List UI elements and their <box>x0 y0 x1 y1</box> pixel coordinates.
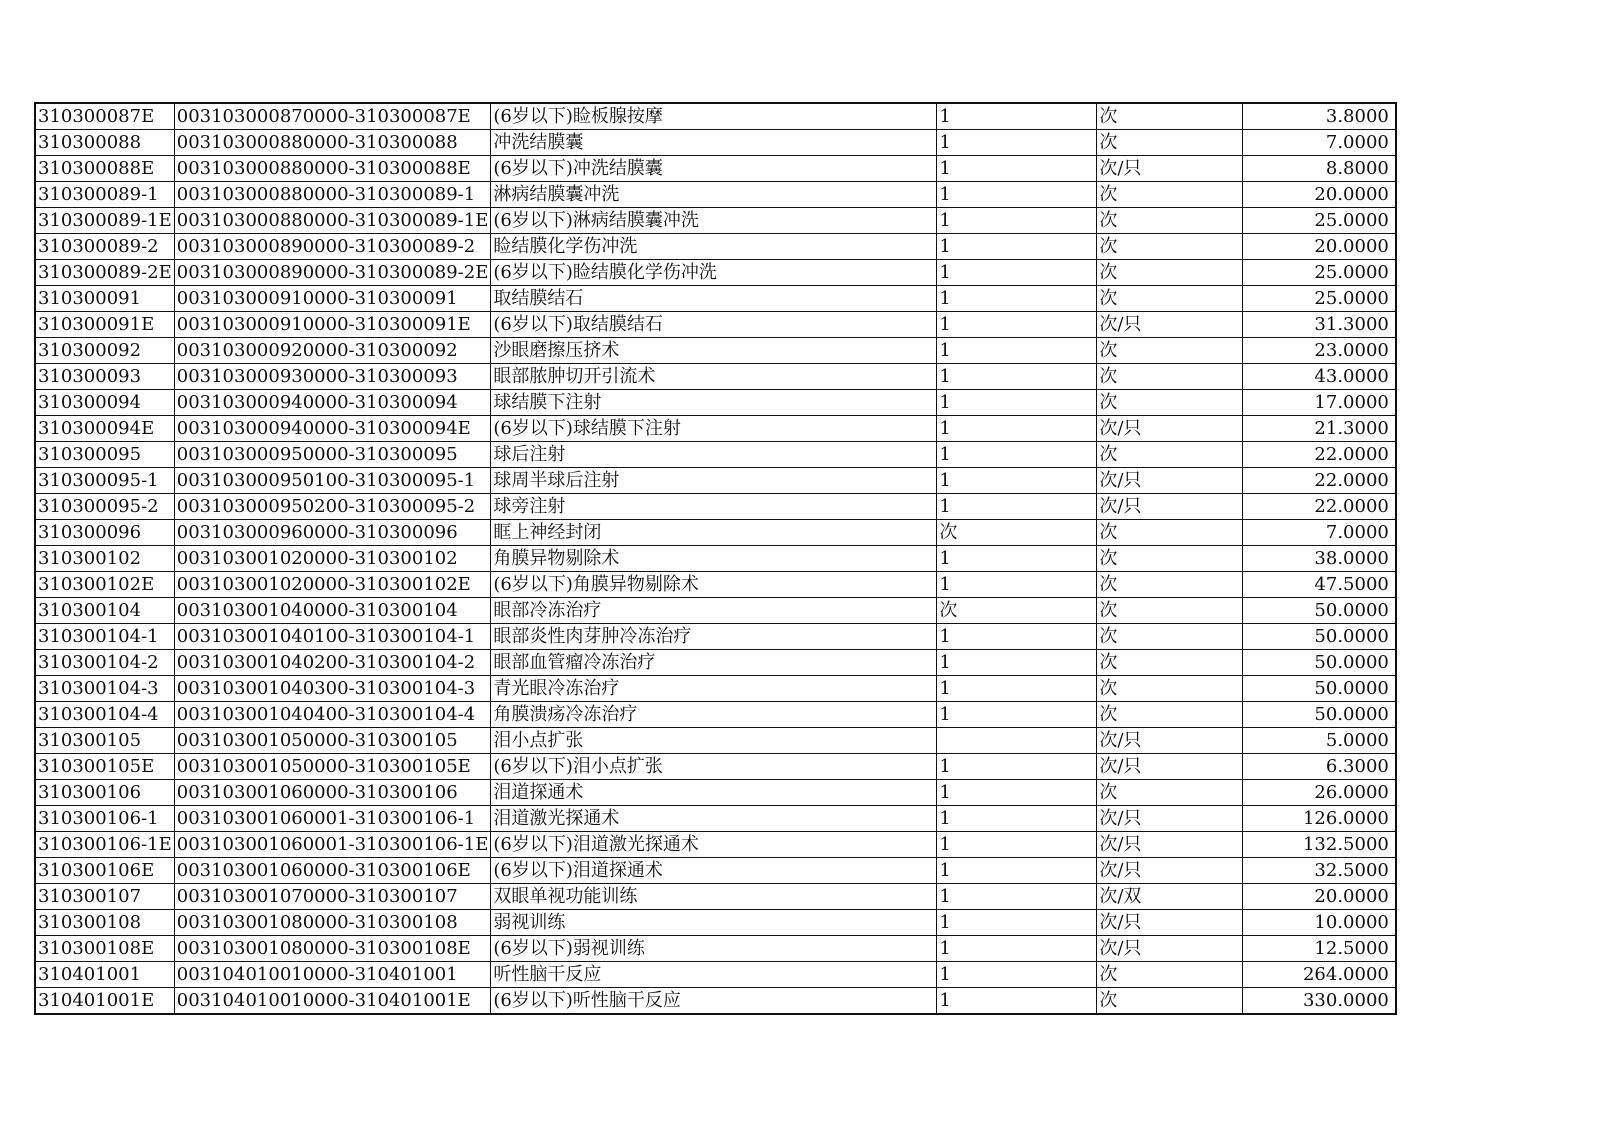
item-name-cell: (6岁以下)听性脑干反应 <box>491 988 937 1015</box>
price-cell: 43.0000 <box>1243 364 1396 390</box>
full-code-cell: 003103001080000-310300108 <box>174 910 491 936</box>
price-cell: 10.0000 <box>1243 910 1396 936</box>
table-row <box>35 130 1396 156</box>
unit-cell: 次 <box>1097 598 1243 624</box>
item-code-cell: 310300107 <box>35 884 174 910</box>
item-code-cell: 310300096 <box>35 520 174 546</box>
table-row <box>35 494 1396 520</box>
unit-cell: 次/只 <box>1097 416 1243 442</box>
unit-cell: 次/双 <box>1097 884 1243 910</box>
unit-cell: 次 <box>1097 572 1243 598</box>
full-code-cell: 003104010010000-310401001 <box>174 962 491 988</box>
table-row <box>35 208 1396 234</box>
item-name-cell: (6岁以下)睑结膜化学伤冲洗 <box>491 260 937 286</box>
price-cell: 25.0000 <box>1243 260 1396 286</box>
full-code-cell: 003103001040000-310300104 <box>174 598 491 624</box>
table-row <box>35 546 1396 572</box>
item-name-cell: (6岁以下)泪道激光探通术 <box>491 832 937 858</box>
full-code-cell: 003104010010000-310401001E <box>174 988 491 1015</box>
item-code-cell: 310300106-1E <box>35 832 174 858</box>
full-code-cell: 003103000880000-310300088 <box>174 130 491 156</box>
item-name-cell: 青光眼冷冻治疗 <box>491 676 937 702</box>
price-cell: 50.0000 <box>1243 676 1396 702</box>
full-code-cell: 003103001020000-310300102 <box>174 546 491 572</box>
price-cell: 7.0000 <box>1243 130 1396 156</box>
price-cell: 20.0000 <box>1243 884 1396 910</box>
unit-cell: 次/只 <box>1097 910 1243 936</box>
full-code-cell: 003103001040100-310300104-1 <box>174 624 491 650</box>
item-name-cell: 弱视训练 <box>491 910 937 936</box>
item-code-cell: 310300095 <box>35 442 174 468</box>
item-name-cell: 球旁注射 <box>491 494 937 520</box>
item-code-cell: 310300095-2 <box>35 494 174 520</box>
item-name-cell: (6岁以下)睑板腺按摩 <box>491 103 937 130</box>
item-code-cell: 310300104-2 <box>35 650 174 676</box>
table-row <box>35 234 1396 260</box>
item-code-cell: 310300091E <box>35 312 174 338</box>
table-row <box>35 988 1396 1015</box>
item-code-cell: 310300092 <box>35 338 174 364</box>
quantity-cell: 次 <box>937 520 1097 546</box>
quantity-cell: 1 <box>937 624 1097 650</box>
table-row <box>35 754 1396 780</box>
item-name-cell: 眼部血管瘤冷冻治疗 <box>491 650 937 676</box>
price-cell: 25.0000 <box>1243 286 1396 312</box>
full-code-cell: 003103000910000-310300091 <box>174 286 491 312</box>
quantity-cell: 1 <box>937 130 1097 156</box>
item-name-cell: 眼部冷冻治疗 <box>491 598 937 624</box>
item-code-cell: 310300087E <box>35 103 174 130</box>
item-code-cell: 310300094E <box>35 416 174 442</box>
full-code-cell: 003103001060001-310300106-1 <box>174 806 491 832</box>
quantity-cell: 1 <box>937 806 1097 832</box>
item-name-cell: 冲洗结膜囊 <box>491 130 937 156</box>
full-code-cell: 003103000930000-310300093 <box>174 364 491 390</box>
table-row <box>35 624 1396 650</box>
unit-cell: 次 <box>1097 208 1243 234</box>
item-code-cell: 310300106 <box>35 780 174 806</box>
quantity-cell: 1 <box>937 754 1097 780</box>
item-name-cell: 角膜溃疡冷冻治疗 <box>491 702 937 728</box>
unit-cell: 次/只 <box>1097 806 1243 832</box>
quantity-cell: 1 <box>937 650 1097 676</box>
quantity-cell: 1 <box>937 702 1097 728</box>
price-cell: 22.0000 <box>1243 468 1396 494</box>
price-cell: 132.5000 <box>1243 832 1396 858</box>
unit-cell: 次 <box>1097 103 1243 130</box>
item-code-cell: 310300106E <box>35 858 174 884</box>
price-cell: 38.0000 <box>1243 546 1396 572</box>
item-name-cell: 球结膜下注射 <box>491 390 937 416</box>
item-name-cell: (6岁以下)角膜异物剔除术 <box>491 572 937 598</box>
table-row <box>35 780 1396 806</box>
item-name-cell: 角膜异物剔除术 <box>491 546 937 572</box>
price-cell: 22.0000 <box>1243 494 1396 520</box>
unit-cell: 次 <box>1097 260 1243 286</box>
quantity-cell: 1 <box>937 208 1097 234</box>
item-name-cell: 淋病结膜囊冲洗 <box>491 182 937 208</box>
unit-cell: 次 <box>1097 442 1243 468</box>
full-code-cell: 003103001060001-310300106-1E <box>174 832 491 858</box>
full-code-cell: 003103001040300-310300104-3 <box>174 676 491 702</box>
unit-cell: 次/只 <box>1097 468 1243 494</box>
item-code-cell: 310300089-2 <box>35 234 174 260</box>
item-code-cell: 310300088E <box>35 156 174 182</box>
item-code-cell: 310300108E <box>35 936 174 962</box>
item-code-cell: 310300105 <box>35 728 174 754</box>
quantity-cell: 1 <box>937 286 1097 312</box>
table-row <box>35 364 1396 390</box>
item-name-cell: 眼部脓肿切开引流术 <box>491 364 937 390</box>
table-row <box>35 598 1396 624</box>
item-code-cell: 310300105E <box>35 754 174 780</box>
full-code-cell: 003103000950000-310300095 <box>174 442 491 468</box>
table-body <box>35 103 1396 1014</box>
unit-cell: 次 <box>1097 676 1243 702</box>
table-row <box>35 182 1396 208</box>
item-code-cell: 310300106-1 <box>35 806 174 832</box>
unit-cell: 次 <box>1097 338 1243 364</box>
table-row <box>35 650 1396 676</box>
unit-cell: 次 <box>1097 624 1243 650</box>
table-row <box>35 884 1396 910</box>
price-cell: 330.0000 <box>1243 988 1396 1015</box>
item-name-cell: 泪小点扩张 <box>491 728 937 754</box>
unit-cell: 次/只 <box>1097 494 1243 520</box>
item-name-cell: 取结膜结石 <box>491 286 937 312</box>
full-code-cell: 003103000880000-310300088E <box>174 156 491 182</box>
price-cell: 50.0000 <box>1243 702 1396 728</box>
price-cell: 22.0000 <box>1243 442 1396 468</box>
full-code-cell: 003103001060000-310300106 <box>174 780 491 806</box>
item-name-cell: (6岁以下)泪小点扩张 <box>491 754 937 780</box>
unit-cell: 次/只 <box>1097 936 1243 962</box>
item-code-cell: 310300102 <box>35 546 174 572</box>
price-cell: 25.0000 <box>1243 208 1396 234</box>
item-code-cell: 310300095-1 <box>35 468 174 494</box>
full-code-cell: 003103000870000-310300087E <box>174 103 491 130</box>
price-cell: 50.0000 <box>1243 624 1396 650</box>
price-cell: 20.0000 <box>1243 182 1396 208</box>
quantity-cell: 1 <box>937 312 1097 338</box>
item-code-cell: 310300104 <box>35 598 174 624</box>
price-cell: 32.5000 <box>1243 858 1396 884</box>
item-code-cell: 310300108 <box>35 910 174 936</box>
item-name-cell: (6岁以下)取结膜结石 <box>491 312 937 338</box>
table-row <box>35 442 1396 468</box>
table-row <box>35 103 1396 130</box>
unit-cell: 次 <box>1097 130 1243 156</box>
item-name-cell: (6岁以下)弱视训练 <box>491 936 937 962</box>
table-row <box>35 676 1396 702</box>
quantity-cell: 1 <box>937 364 1097 390</box>
full-code-cell: 003103000880000-310300089-1E <box>174 208 491 234</box>
item-name-cell: 睑结膜化学伤冲洗 <box>491 234 937 260</box>
item-code-cell: 310300091 <box>35 286 174 312</box>
item-name-cell: 听性脑干反应 <box>491 962 937 988</box>
unit-cell: 次 <box>1097 364 1243 390</box>
item-code-cell: 310300089-1 <box>35 182 174 208</box>
item-code-cell: 310401001E <box>35 988 174 1015</box>
quantity-cell: 1 <box>937 156 1097 182</box>
quantity-cell: 1 <box>937 676 1097 702</box>
item-name-cell: 球后注射 <box>491 442 937 468</box>
unit-cell: 次/只 <box>1097 832 1243 858</box>
item-code-cell: 310300104-3 <box>35 676 174 702</box>
price-cell: 50.0000 <box>1243 598 1396 624</box>
quantity-cell: 1 <box>937 832 1097 858</box>
unit-cell: 次/只 <box>1097 728 1243 754</box>
unit-cell: 次/只 <box>1097 156 1243 182</box>
quantity-cell: 1 <box>937 390 1097 416</box>
full-code-cell: 003103001040400-310300104-4 <box>174 702 491 728</box>
quantity-cell: 1 <box>937 103 1097 130</box>
full-code-cell: 003103000960000-310300096 <box>174 520 491 546</box>
item-code-cell: 310300089-1E <box>35 208 174 234</box>
table-row <box>35 338 1396 364</box>
unit-cell: 次 <box>1097 780 1243 806</box>
unit-cell: 次 <box>1097 286 1243 312</box>
full-code-cell: 003103000910000-310300091E <box>174 312 491 338</box>
full-code-cell: 003103001080000-310300108E <box>174 936 491 962</box>
price-cell: 26.0000 <box>1243 780 1396 806</box>
full-code-cell: 003103000880000-310300089-1 <box>174 182 491 208</box>
price-cell: 12.5000 <box>1243 936 1396 962</box>
full-code-cell: 003103000940000-310300094 <box>174 390 491 416</box>
quantity-cell: 1 <box>937 572 1097 598</box>
table-row <box>35 936 1396 962</box>
table-row <box>35 468 1396 494</box>
price-table <box>34 102 1397 1015</box>
unit-cell: 次 <box>1097 234 1243 260</box>
table-row <box>35 832 1396 858</box>
item-code-cell: 310401001 <box>35 962 174 988</box>
full-code-cell: 003103000890000-310300089-2E <box>174 260 491 286</box>
quantity-cell: 1 <box>937 234 1097 260</box>
quantity-cell: 1 <box>937 780 1097 806</box>
quantity-cell: 1 <box>937 416 1097 442</box>
unit-cell: 次 <box>1097 182 1243 208</box>
full-code-cell: 003103001050000-310300105E <box>174 754 491 780</box>
full-code-cell: 003103001060000-310300106E <box>174 858 491 884</box>
quantity-cell: 1 <box>937 936 1097 962</box>
price-cell: 21.3000 <box>1243 416 1396 442</box>
quantity-cell: 1 <box>937 260 1097 286</box>
item-name-cell: (6岁以下)淋病结膜囊冲洗 <box>491 208 937 234</box>
unit-cell: 次 <box>1097 962 1243 988</box>
table-row <box>35 260 1396 286</box>
price-cell: 6.3000 <box>1243 754 1396 780</box>
item-name-cell: 泪道激光探通术 <box>491 806 937 832</box>
quantity-cell: 1 <box>937 962 1097 988</box>
item-code-cell: 310300093 <box>35 364 174 390</box>
item-name-cell: 球周半球后注射 <box>491 468 937 494</box>
unit-cell: 次 <box>1097 390 1243 416</box>
price-cell: 20.0000 <box>1243 234 1396 260</box>
quantity-cell: 1 <box>937 910 1097 936</box>
price-cell: 5.0000 <box>1243 728 1396 754</box>
item-code-cell: 310300102E <box>35 572 174 598</box>
item-name-cell: (6岁以下)球结膜下注射 <box>491 416 937 442</box>
quantity-cell: 1 <box>937 338 1097 364</box>
quantity-cell: 1 <box>937 468 1097 494</box>
table-row <box>35 962 1396 988</box>
table-row <box>35 858 1396 884</box>
item-code-cell: 310300094 <box>35 390 174 416</box>
price-cell: 23.0000 <box>1243 338 1396 364</box>
table-row <box>35 520 1396 546</box>
table-row <box>35 910 1396 936</box>
item-name-cell: 眶上神经封闭 <box>491 520 937 546</box>
price-cell: 8.8000 <box>1243 156 1396 182</box>
unit-cell: 次/只 <box>1097 754 1243 780</box>
item-code-cell: 310300088 <box>35 130 174 156</box>
price-cell: 31.3000 <box>1243 312 1396 338</box>
quantity-cell <box>937 728 1097 754</box>
item-name-cell: 沙眼磨擦压挤术 <box>491 338 937 364</box>
price-cell: 264.0000 <box>1243 962 1396 988</box>
table-row <box>35 390 1396 416</box>
full-code-cell: 003103000950100-310300095-1 <box>174 468 491 494</box>
table-row <box>35 806 1396 832</box>
item-name-cell: (6岁以下)冲洗结膜囊 <box>491 156 937 182</box>
quantity-cell: 1 <box>937 988 1097 1015</box>
item-name-cell: 双眼单视功能训练 <box>491 884 937 910</box>
item-name-cell: 眼部炎性肉芽肿冷冻治疗 <box>491 624 937 650</box>
quantity-cell: 1 <box>937 884 1097 910</box>
price-cell: 126.0000 <box>1243 806 1396 832</box>
unit-cell: 次 <box>1097 650 1243 676</box>
price-cell: 17.0000 <box>1243 390 1396 416</box>
full-code-cell: 003103000890000-310300089-2 <box>174 234 491 260</box>
full-code-cell: 003103000940000-310300094E <box>174 416 491 442</box>
full-code-cell: 003103001020000-310300102E <box>174 572 491 598</box>
quantity-cell: 1 <box>937 858 1097 884</box>
full-code-cell: 003103001040200-310300104-2 <box>174 650 491 676</box>
unit-cell: 次/只 <box>1097 858 1243 884</box>
price-cell: 3.8000 <box>1243 103 1396 130</box>
table-row <box>35 156 1396 182</box>
item-name-cell: 泪道探通术 <box>491 780 937 806</box>
quantity-cell: 1 <box>937 494 1097 520</box>
item-code-cell: 310300104-4 <box>35 702 174 728</box>
item-code-cell: 310300089-2E <box>35 260 174 286</box>
item-name-cell: (6岁以下)泪道探通术 <box>491 858 937 884</box>
full-code-cell: 003103000950200-310300095-2 <box>174 494 491 520</box>
table-row <box>35 728 1396 754</box>
full-code-cell: 003103001070000-310300107 <box>174 884 491 910</box>
unit-cell: 次 <box>1097 520 1243 546</box>
quantity-cell: 次 <box>937 598 1097 624</box>
table-row <box>35 286 1396 312</box>
table-row <box>35 702 1396 728</box>
price-cell: 7.0000 <box>1243 520 1396 546</box>
quantity-cell: 1 <box>937 182 1097 208</box>
unit-cell: 次 <box>1097 988 1243 1015</box>
table-row <box>35 312 1396 338</box>
price-cell: 50.0000 <box>1243 650 1396 676</box>
unit-cell: 次/只 <box>1097 312 1243 338</box>
table-row <box>35 572 1396 598</box>
price-cell: 47.5000 <box>1243 572 1396 598</box>
full-code-cell: 003103000920000-310300092 <box>174 338 491 364</box>
quantity-cell: 1 <box>937 546 1097 572</box>
quantity-cell: 1 <box>937 442 1097 468</box>
full-code-cell: 003103001050000-310300105 <box>174 728 491 754</box>
table-row <box>35 416 1396 442</box>
unit-cell: 次 <box>1097 546 1243 572</box>
item-code-cell: 310300104-1 <box>35 624 174 650</box>
unit-cell: 次 <box>1097 702 1243 728</box>
